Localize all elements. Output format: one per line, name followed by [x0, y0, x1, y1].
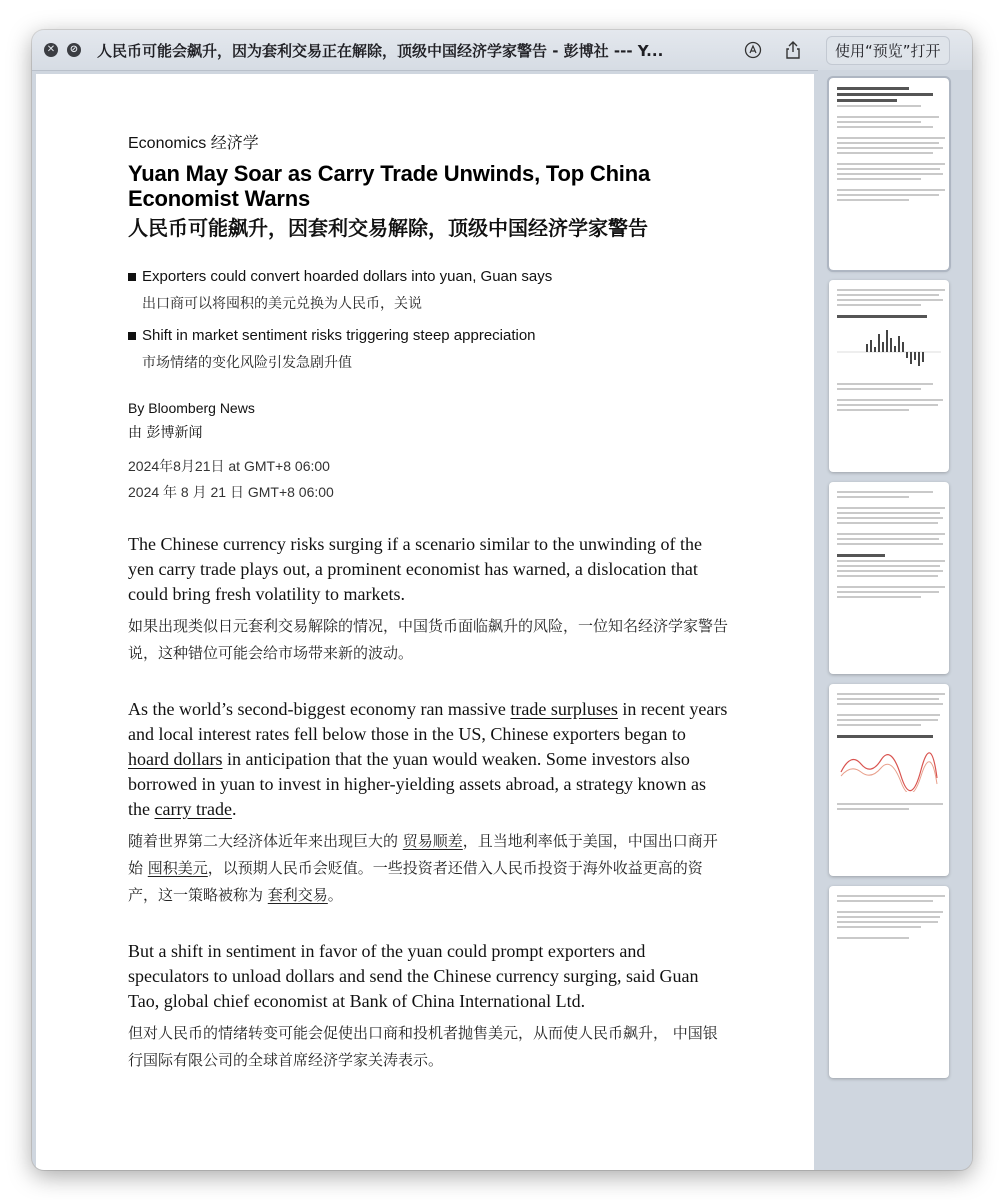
bullet-square-icon — [128, 332, 136, 340]
link-trade-surpluses-cn[interactable]: 贸易顺差 — [402, 832, 463, 850]
page-thumbnail[interactable] — [829, 280, 949, 472]
markup-icon[interactable] — [744, 41, 762, 59]
list-item — [128, 268, 728, 313]
summary-bullets — [128, 268, 728, 372]
page-thumbnail[interactable] — [829, 684, 949, 876]
paragraph-cn: 如果出现类似日元套利交易解除的情况，中国货币面临飙升的风险，一位知名经济学家警告说，这种错位可能会给市场带来新的波动。 — [128, 617, 729, 662]
paragraph-2 — [128, 697, 728, 909]
section-kicker: Economics 经济学 — [128, 135, 259, 152]
document-page[interactable] — [36, 74, 814, 1170]
page-thumbnail[interactable] — [829, 886, 949, 1078]
thumbnail-sidebar — [818, 70, 972, 1170]
publish-date-cn: 2024 年 8 月 21 日 GMT+8 06:00 — [128, 484, 334, 500]
open-in-preview-button[interactable]: 使用“预览”打开 — [826, 36, 950, 65]
byline — [128, 400, 728, 442]
list-item — [128, 327, 728, 372]
line-chart-thumbnail-icon — [837, 742, 941, 792]
link-carry-trade[interactable]: carry trade — [154, 799, 232, 819]
paragraph-3 — [128, 939, 728, 1074]
bullet-text-en: Exporters could convert hoarded dollars into yuan, Guan says — [142, 268, 553, 285]
link-carry-trade-cn[interactable]: 套利交易 — [267, 886, 328, 904]
paragraph-en: As the world’s second-biggest economy ran massive trade surpluses in recent years and local interest rates fell below those in the US, Chinese exporters began to hoard dollars in anticipation that the yuan would weaken. Some investors also borrowed in yuan to invest in higher-yielding assets abroad, a strategy known as the carry trade. — [128, 699, 728, 819]
window-title: 人民币可能会飙升，因为套利交易正在解除，顶级中国经济学家警告 - 彭博社 --- Y... — [97, 41, 664, 60]
bullet-text-en: Shift in market sentiment risks triggering steep appreciation — [142, 327, 536, 344]
paragraph-cn: 随着世界第二大经济体近年来出现巨大的 贸易顺差，且当地利率低于美国，中国出口商开始 囤积美元，以预期人民币会贬值。一些投资者还借入人民币投资于海外收益更高的资产，这一策略被称为 套利交易。 — [128, 832, 718, 904]
paragraph-cn: 但对人民币的情绪转变可能会促使出口商和投机者抛售美元，从而使人民币飙升， 中国银行国际有限公司的全球首席经济学家关涛表示。 — [128, 1024, 718, 1069]
headline-en: Yuan May Soar as Carry Trade Unwinds, Top China Economist Warns — [128, 161, 650, 211]
paragraph-en: The Chinese currency risks surging if a scenario similar to the unwinding of the yen carry trade plays out, a prominent economist has warned, a dislocation that could bring fresh volatility to markets. — [128, 534, 703, 604]
link-hoard-dollars-cn[interactable]: 囤积美元 — [147, 859, 208, 877]
link-trade-surpluses[interactable]: trade surpluses — [510, 699, 618, 719]
bullet-square-icon — [128, 273, 136, 281]
paragraph-1 — [128, 532, 728, 667]
byline-cn: 由 彭博新闻 — [128, 425, 203, 441]
publish-date: 2024年8月21日 at GMT+8 06:00 — [128, 458, 330, 474]
stop-icon[interactable]: ⊘ — [67, 43, 81, 57]
bullet-text-cn: 市场情绪的变化风险引发急剧升值 — [142, 355, 352, 371]
link-hoard-dollars[interactable]: hoard dollars — [128, 749, 223, 769]
headline-cn: 人民币可能飙升，因套利交易解除，顶级中国经济学家警告 — [128, 216, 648, 240]
preview-window — [32, 30, 972, 1170]
title-bar — [32, 30, 972, 71]
share-icon[interactable] — [784, 41, 802, 59]
article — [128, 130, 728, 1074]
paragraph-en: But a shift in sentiment in favor of the yuan could prompt exporters and speculators to unload dollars and send the Chinese currency surging, said Guan Tao, global chief economist at Bank of China International Ltd. — [128, 941, 699, 1011]
close-icon[interactable]: ✕ — [44, 43, 58, 57]
chart-thumbnail-icon — [837, 322, 941, 372]
byline-en: By Bloomberg News — [128, 400, 255, 416]
bullet-text-cn: 出口商可以将囤积的美元兑换为人民币，关说 — [142, 296, 422, 312]
page-thumbnail[interactable] — [829, 78, 949, 270]
page-thumbnail[interactable] — [829, 482, 949, 674]
